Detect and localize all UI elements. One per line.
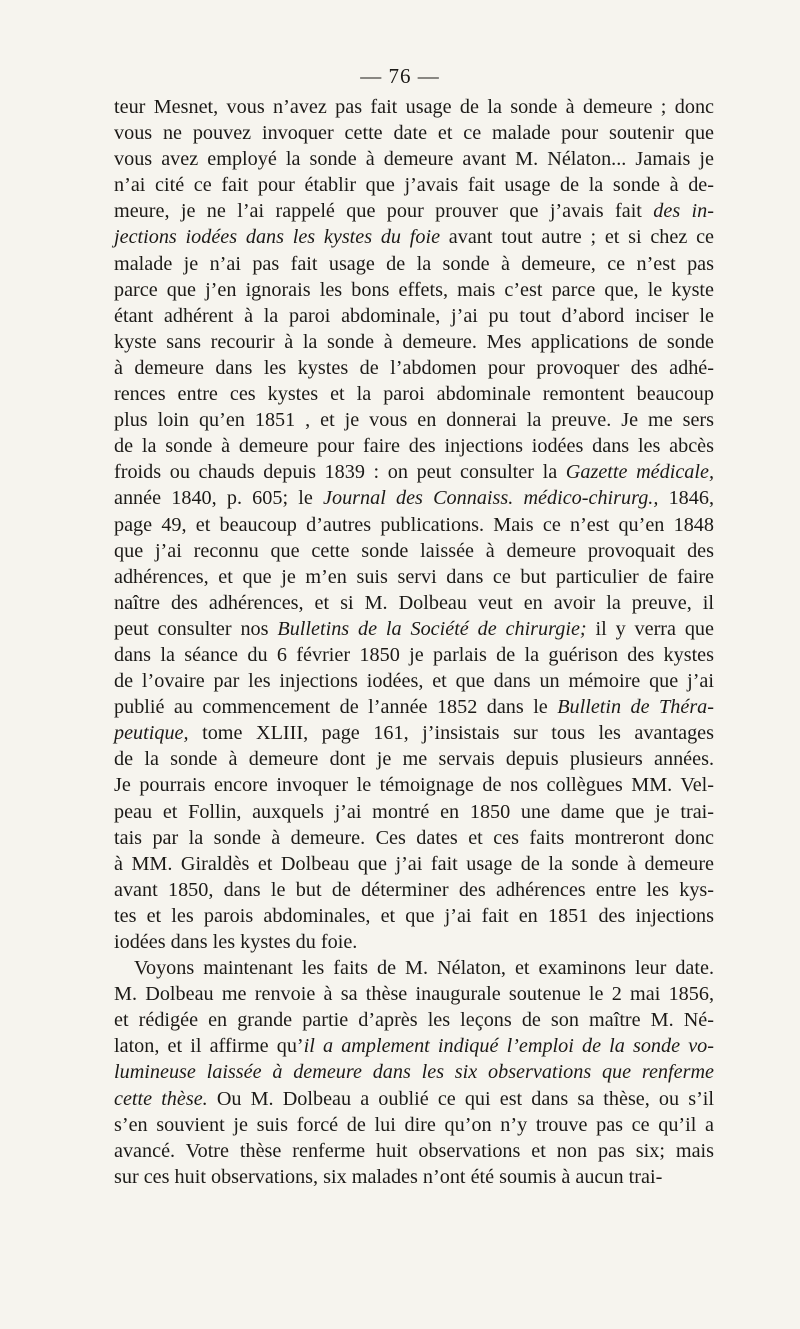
text-line [114, 1164, 714, 1190]
text-run: étant adhérent à la paroi abdominale, j’ai pu tout d’abord inciser le [114, 304, 714, 327]
text-run: teur Mesnet, vous n’avez pas fait usage de la sonde à demeure ; donc [114, 96, 714, 118]
text-line [114, 668, 714, 694]
text-run: naître des adhérences, et si M. Dolbeau veut en avoir la preuve, il [114, 591, 714, 614]
text-line [114, 407, 714, 433]
text-run: page 49, et beaucoup d’autres publications. Mais ce n’est qu’en 1848 [114, 513, 714, 536]
text-line [114, 303, 714, 329]
text-line [114, 1059, 714, 1085]
text-line [114, 772, 714, 798]
text-line [114, 198, 714, 224]
italic-text: peutique, [114, 722, 189, 745]
text-run: s’en souvient je suis forcé de lui dire qu’on n’y trouve pas ce qu’il a [114, 1113, 714, 1136]
text-run: sur ces huit observations, six malades n’ont été soumis à aucun trai- [114, 1165, 663, 1188]
text-line [114, 355, 714, 381]
text-line [114, 381, 714, 407]
text-line [114, 172, 714, 198]
text-run: rences entre ces kystes et la paroi abdominale remontent beaucoup [114, 383, 714, 406]
italic-text: Journal des Connaiss. médico-chirurg., [323, 487, 659, 510]
text-line [114, 590, 714, 616]
text-line [114, 616, 714, 642]
text-run: à demeure dans les kystes de l’abdomen pour provoquer des adhé- [114, 356, 714, 379]
text-run: Je pourrais encore invoquer le témoignage de nos collègues MM. Vel- [114, 774, 714, 797]
text-run: 1846, [658, 487, 715, 510]
text-run: malade je n’ai pas fait usage de la sonde à demeure, ce n’est pas [114, 252, 714, 275]
text-line [114, 903, 714, 929]
text-line [114, 720, 714, 746]
text-run: avancé. Votre thèse renferme huit observations et non pas six; mais [114, 1139, 714, 1162]
text-run: publié au commencement de l’année 1852 dans le [114, 696, 558, 719]
text-run: il y verra que [586, 617, 714, 640]
italic-text: Gazette médicale, [565, 461, 714, 484]
text-line [114, 981, 714, 1007]
text-line [114, 1112, 714, 1138]
text-run: parce que j’en ignorais les bons effets, mais c’est parce que, le kyste [114, 278, 714, 301]
text-line [114, 1007, 714, 1033]
text-line [114, 955, 714, 981]
text-run: tes et les parois abdominales, et que j’ai fait en 1851 des injections [114, 904, 714, 927]
text-run: laton, et il affirme qu’ [114, 1035, 304, 1058]
text-run: année 1840, p. 605; le [114, 487, 324, 510]
italic-text: il a amplement indiqué l’emploi de la sonde vo- [303, 1035, 714, 1058]
text-line [114, 224, 714, 250]
text-line [114, 694, 714, 720]
text-line [114, 1086, 714, 1112]
text-run: vous avez employé la sonde à demeure avant M. Nélaton... Jamais je [114, 148, 714, 171]
text-line [114, 851, 714, 877]
text-run: que j’ai reconnu que cette sonde laissée à demeure provoquait des [114, 539, 714, 562]
text-line [114, 1033, 714, 1059]
text-run: avant 1850, dans le but de déterminer des adhérences entre les kys- [114, 878, 714, 901]
text-run: Voyons maintenant les faits de M. Nélaton, et examinons leur date. [134, 957, 714, 980]
text-run: dans la séance du 6 février 1850 je parlais de la guérison des kystes [114, 643, 714, 666]
text-line [114, 146, 714, 172]
text-line [114, 94, 714, 120]
text-run: vous ne pouvez invoquer cette date et ce malade pour soutenir que [114, 122, 714, 145]
text-run: adhérences, et que je m’en suis servi dans ce but particulier de faire [114, 565, 714, 588]
text-run: tais par la sonde à demeure. Ces dates et ces faits montreront donc [114, 826, 714, 849]
text-run: et rédigée en grande partie d’après les leçons de son maître M. Né- [114, 1009, 714, 1032]
text-line [114, 459, 714, 485]
text-line [114, 642, 714, 668]
text-run: de la sonde à demeure dont je me servais depuis plusieurs années. [114, 748, 714, 771]
text-run: kyste sans recourir à la sonde à demeure. Mes applications de sonde [114, 330, 714, 353]
text-line [114, 799, 714, 825]
text-line [114, 564, 714, 590]
text-run: avant tout autre ; et si chez ce [440, 226, 714, 249]
text-run: Ou M. Dolbeau a oublié ce qui est dans sa thèse, ou s’il [207, 1087, 715, 1110]
text-line [114, 329, 714, 355]
text-line [114, 825, 714, 851]
text-run: froids ou chauds depuis 1839 : on peut consulter la [114, 461, 566, 484]
text-line [114, 929, 714, 955]
italic-text: lumineuse laissée à demeure dans les six observations que renferme [114, 1061, 714, 1084]
text-line [114, 120, 714, 146]
text-line [114, 877, 714, 903]
text-run: iodées dans les kystes du foie. [114, 931, 358, 953]
text-line [114, 251, 714, 277]
page-number: — 76 — [360, 64, 440, 88]
italic-text: Bulletins de la Société de chirurgie; [277, 617, 587, 640]
text-run: plus loin qu’en 1851 , et je vous en donnerai la preuve. Je me sers [114, 409, 714, 432]
text-run: de la sonde à demeure pour faire des injections iodées dans les abcès [114, 435, 714, 458]
text-run: peut consulter nos [114, 617, 278, 640]
italic-text: des in- [653, 200, 714, 223]
text-line [114, 1138, 714, 1164]
text-run: peau et Follin, auxquels j’ai montré en 1850 une dame que je trai- [114, 800, 714, 823]
italic-text: Bulletin de Théra- [557, 696, 714, 719]
text-run: de l’ovaire par les injections iodées, et que dans un mémoire que j’ai [114, 670, 714, 693]
text-line [114, 433, 714, 459]
text-line [114, 538, 714, 564]
italic-text: cette thèse. [114, 1087, 208, 1110]
text-run: tome XLIII, page 161, j’insistais sur tous les avantages [188, 722, 714, 745]
text-line [114, 485, 714, 511]
text-run: meure, je ne l’ai rappelé que pour prouver que j’avais fait [114, 200, 654, 223]
text-run: n’ai cité ce fait pour établir que j’avais fait usage de la sonde à de- [114, 174, 714, 197]
italic-text: jections iodées dans les kystes du foie [114, 226, 441, 249]
text-run: à MM. Giraldès et Dolbeau que j’ai fait usage de la sonde à demeure [114, 852, 714, 875]
text-run: M. Dolbeau me renvoie à sa thèse inaugurale soutenue le 2 mai 1856, [114, 983, 714, 1006]
text-line [114, 277, 714, 303]
text-line [114, 512, 714, 538]
text-line [114, 746, 714, 772]
body-text [114, 94, 714, 1190]
